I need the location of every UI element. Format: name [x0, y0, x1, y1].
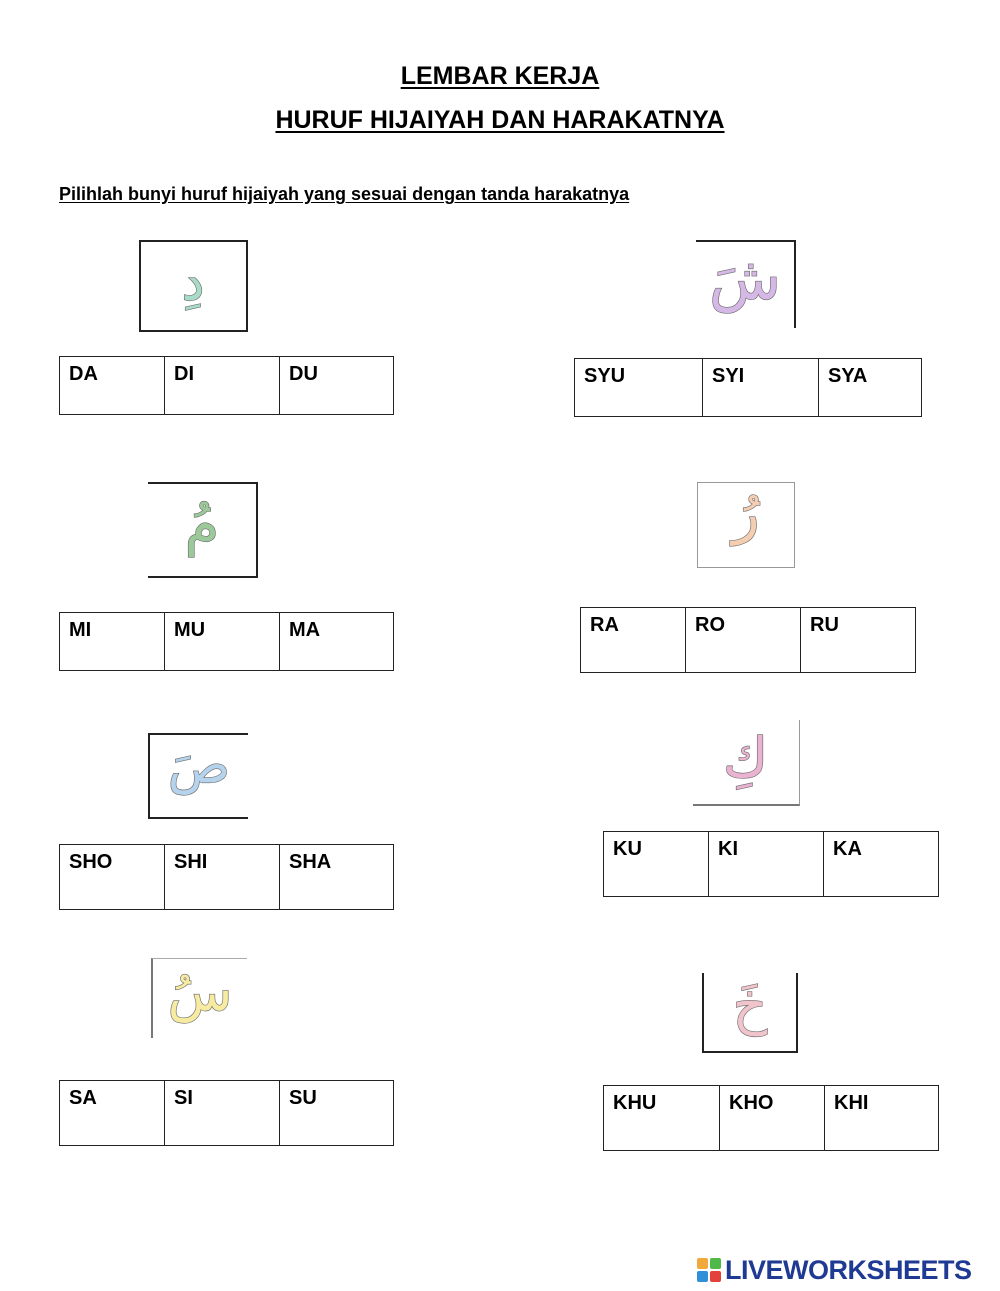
logo-text: LIVEWORKSHEETS [725, 1254, 972, 1285]
option-4-b[interactable]: SI [164, 1081, 279, 1145]
option-1-b[interactable]: DI [164, 357, 279, 414]
letter-box-7 [693, 720, 800, 806]
liveworksheets-logo[interactable] [697, 1255, 972, 1285]
option-7-b[interactable]: KI [708, 832, 823, 896]
answer-options-5 [574, 358, 922, 417]
letter-glyph-6: رُ [732, 483, 760, 546]
option-8-b[interactable]: KHO [719, 1086, 824, 1150]
option-5-b[interactable]: SYI [702, 359, 818, 416]
letter-box-4 [151, 958, 247, 1038]
answer-options-1 [59, 356, 394, 415]
option-2-c[interactable]: MA [279, 613, 393, 670]
answer-options-4 [59, 1080, 394, 1146]
logo-icon [697, 1258, 721, 1282]
option-1-c[interactable]: DU [279, 357, 393, 414]
letter-box-3 [148, 733, 248, 819]
letter-box-6 [697, 482, 795, 568]
option-2-b[interactable]: MU [164, 613, 279, 670]
answer-options-7 [603, 831, 939, 897]
letter-glyph-1: دِ [181, 252, 205, 313]
option-2-a[interactable]: MI [69, 619, 92, 641]
option-8-a[interactable]: KHU [613, 1092, 657, 1114]
option-5-a[interactable]: SYU [584, 365, 626, 387]
option-1-a[interactable]: DA [69, 363, 98, 385]
letter-glyph-4: سُ [167, 962, 233, 1024]
worksheet-subtitle: HURUF HIJAIYAH DAN HARAKATNYA [275, 106, 725, 134]
option-3-b[interactable]: SHI [164, 845, 279, 909]
letter-glyph-7: كِ [722, 725, 769, 790]
letter-glyph-5: شَ [709, 244, 781, 313]
option-6-c[interactable]: RU [800, 608, 915, 672]
letter-glyph-2: مُ [184, 492, 220, 558]
letter-box-2 [148, 482, 258, 578]
letter-box-5 [696, 240, 796, 328]
worksheet-title: LEMBAR KERJA [400, 62, 600, 90]
option-7-a[interactable]: KU [613, 838, 642, 860]
letter-glyph-3: صَ [167, 735, 231, 796]
option-8-c[interactable]: KHI [824, 1086, 938, 1150]
answer-options-8 [603, 1085, 939, 1151]
letter-glyph-8: خَ [732, 973, 768, 1037]
option-4-c[interactable]: SU [279, 1081, 393, 1145]
letter-box-8 [702, 973, 798, 1053]
answer-options-2 [59, 612, 394, 671]
option-5-c[interactable]: SYA [818, 359, 921, 416]
option-3-a[interactable]: SHO [69, 851, 113, 873]
option-3-c[interactable]: SHA [279, 845, 393, 909]
answer-options-3 [59, 844, 394, 910]
option-4-a[interactable]: SA [69, 1087, 97, 1109]
answer-options-6 [580, 607, 916, 673]
letter-box-1 [139, 240, 248, 332]
option-6-b[interactable]: RO [685, 608, 800, 672]
option-7-c[interactable]: KA [823, 832, 938, 896]
option-6-a[interactable]: RA [590, 614, 619, 636]
instruction-text: Pilihlah bunyi huruf hijaiyah yang sesuai dengan tanda harakatnya [59, 184, 630, 204]
